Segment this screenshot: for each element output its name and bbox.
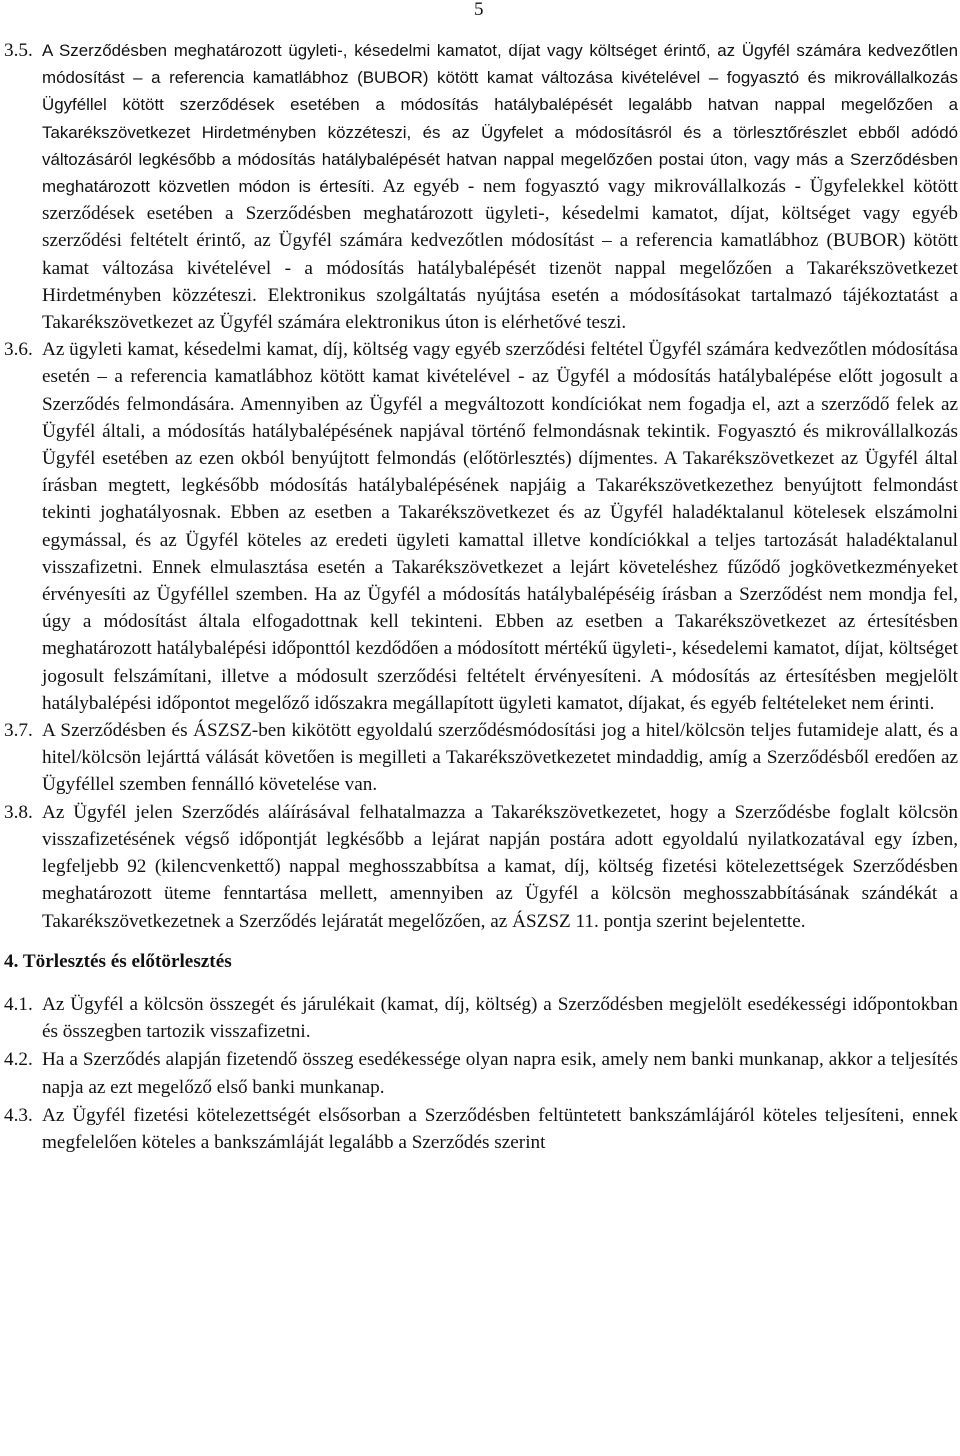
clause-text: A Szerződésben és ÁSZSZ-ben kikötött egyoldalú szerződésmódosítási jog a hitel/kölcsön teljes futamideje alatt, és a hitel/kölcsön lejárttá válását követően is megilleti a Takarékszövetkezetet mindaddig, amíg a Szerződésből eredően az Ügyféllel szemben fennálló követelése van. [42,720,958,796]
clause-4-3 [4,1102,958,1156]
page-number: 5 [474,0,484,20]
clause-3-5 [4,37,958,336]
clause-number: 3.5. [4,40,33,61]
clause-text: Az Ügyfél a kölcsön összegét és járulékait (kamat, díj, költség) a Szerződésben megjelölt esedékességi időpontokban és összegben tartozik visszafizetni. [42,993,958,1043]
clause-4-1 [4,991,958,1045]
clause-number: 3.7. [4,720,33,742]
clause-number: 4.2. [4,1049,33,1071]
document-body [4,37,958,1157]
clause-3-6 [4,336,958,717]
clause-text: Az ügyleti kamat, késedelmi kamat, díj, költség vagy egyéb szerződési feltétel Ügyfél számára kedvezőtlen módosítása esetén – a referencia kamatlábhoz kötött kamat kivételével - az Ügyfél a módosítás hatálybalépése előtt jogosult a Szerződés felmondására. Amennyiben az Ügyfél a megváltozott kondíciókat nem fogadja el, azt a szerződő felek az Ügyfél általi, a módosítás hatálybalépésének napjával történő felmondásnak tekintik. Fogyasztó és mikrovállalkozás Ügyfél esetében az ezen okból benyújtott felmondás (előtörlesztés) díjmentes. A Takarékszövetkezet az Ügyfél által írásban megtett, legkésőbb módosítás hatálybalépésének napjáig a Takarékszövetkezethez benyújtott felmondást tekinti joghatályosnak. Ebben az esetben a Takarékszövetkezet és az Ügyfél haladéktalanul kötelesek elszámolni egymással, és az Ügyfél köteles az eredeti ügyleti kamattal illetve kondíciókkal a teljes tartozását haladéktalanul visszafizetni. Ennek elmulasztása esetén a Takarékszövetkezet a lejárt követeléshez fűződő jogkövetkezményeket érvényesíti az Ügyféllel szemben. Ha az Ügyfél a módosítás hatálybalépéséig írásban a Szerződést nem mondja fel, úgy a módosítást általa elfogadottnak kell tekinteni. Ebben az esetben a Takarékszövetkezet az értesítésben meghatározott hatálybalépési időponttól kezdődően a módosított mértékű ügyleti-, késedelemi kamatot, díjat, költséget jogosult felszámítani, illetve a módosult szerződési feltételt érvényesíteni. A módosítás az értesítésben megjelölt hatálybalépési időpontot megelőző időszakra megállapított ügyleti kamatot, díjakat, és egyéb feltételeket nem érinti. [42,339,958,714]
clause-4-2 [4,1046,958,1100]
clause-number: 4.1. [4,993,33,1015]
clause-text: Az Ügyfél fizetési kötelezettségét elsősorban a Szerződésben feltüntetett bankszámlájáról köteles teljesíteni, ennek megfelelően köteles a bankszámláját legalább a Szerződés szerint [42,1104,958,1153]
clause-text-sans: A Szerződésben meghatározott ügyleti-, késedelmi kamatot, díjat vagy költséget érintő, az Ügyfél számára kedvezőtlen módosítást – a referencia kamatlábhoz (BUBOR) kötött kamat változása kivételével – fogyasztó és mikrovállalkozás Ügyféllel kötött szerződések esetében a módosítás hatálybalépését legalább hatvan nappal megelőzően a Takarékszövetkezet Hirdetményben közzéteszi, és az Ügyfelet a módosításról és a törlesztőrészlet ebből adódó változásáról legkésőbb a módosítás hatálybalépését hatvan nappal megelőzően postai úton, vagy más a Szerződésben meghatározott közvetlen módon is értesíti. [42,41,958,197]
clause-3-8 [4,799,958,935]
clause-text: Az Ügyfél jelen Szerződés aláírásával felhatalmazza a Takarékszövetkezetet, hogy a Szerződésbe foglalt kölcsön visszafizetésének végső időpontját legkésőbb a lejárat napján postára adott egyoldalú nyilatkozatával egy ízben, legfeljebb 92 (kilencvenkettő) nappal meghosszabbítsa a kamat, díj, költség fizetési kötelezettségek Szerződésben meghatározott üteme fenntartása mellett, amennyiben az Ügyfél a kölcsön meghosszabbításának szándékát a Takarékszövetkezetnek a Szerződés lejáratát megelőzően, az ÁSZSZ 11. pontja szerint bejelentette. [42,801,958,932]
clause-number: 4.3. [4,1104,33,1126]
clause-number: 3.6. [4,339,33,361]
section-heading: 4. Törlesztés és előtörlesztés [4,950,232,972]
clause-3-7 [4,717,958,799]
clause-number: 3.8. [4,801,33,823]
clause-text: Ha a Szerződés alapján fizetendő összeg esedékessége olyan napra esik, amely nem banki munkanap, akkor a teljesítés napja az ezt megelőző első banki munkanap. [42,1049,958,1098]
clause-text-serif: Az egyéb - nem fogyasztó vagy mikrovállalkozás - Ügyfelekkel kötött szerződések esetében a Szerződésben meghatározott ügyleti-, késedelmi kamatot, díjat, költséget vagy egyéb szerződési feltételt érintő, az Ügyfél számára kedvezőtlen módosítást – a referencia kamatlábhoz (BUBOR) kötött kamat változása kivételével - a módosítás hatálybalépését tizenöt nappal megelőzően a Takarékszövetkezet Hirdetményben közzéteszi. Elektronikus szolgáltatás nyújtása esetén a módosításokat tartalmazó tájékoztatást a Takarékszövetkezet az Ügyfél számára elektronikus úton is elérhetővé teszi. [42,176,958,334]
